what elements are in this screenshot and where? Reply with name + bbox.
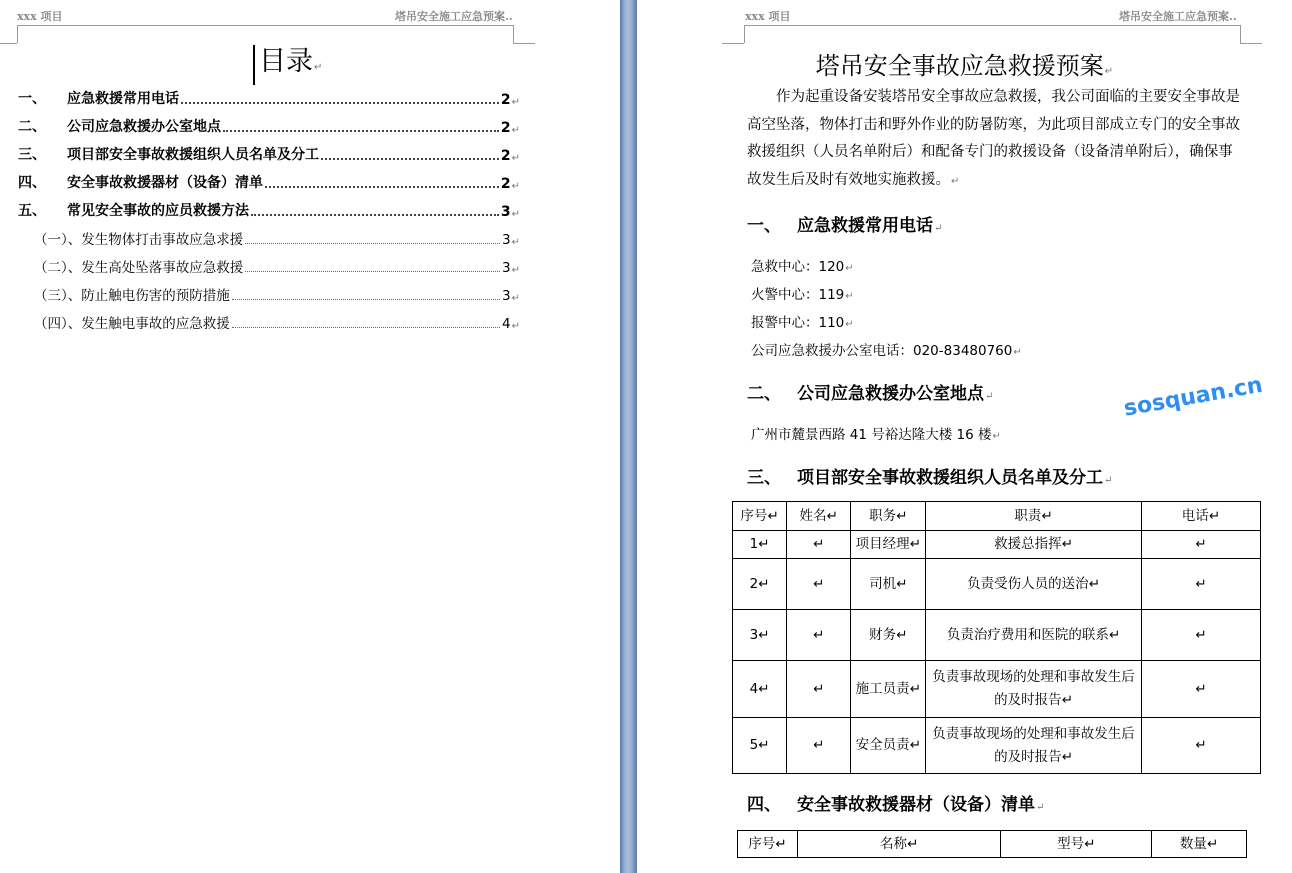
toc-leader-dots [181, 102, 499, 104]
table-cell-no: 3↵ [733, 610, 787, 661]
toc-entry[interactable] [18, 114, 520, 136]
table-cell-tel: ↵ [1141, 661, 1260, 718]
section-heading-4: 四、 安全事故救援器材（设备）清单↵ [747, 795, 1045, 815]
table-header-cell: 数量↵ [1152, 831, 1247, 858]
toc-entry[interactable] [34, 282, 520, 304]
toc-leader-dots [321, 158, 499, 160]
toc-entry-page: 2 [500, 148, 511, 164]
toc-entry-text: 安全事故救援器材（设备）清单 [67, 175, 263, 191]
table-header-row [738, 831, 1247, 858]
paragraph-mark: ↵ [511, 265, 520, 276]
table-cell-post: 财务↵ [851, 610, 926, 661]
table-cell-no: 2↵ [733, 559, 787, 610]
table-cell-name: ↵ [787, 610, 851, 661]
table-cell-duty: 救援总指挥↵ [926, 531, 1141, 559]
toc-entry-text: 常见安全事故的应员救援方法 [67, 203, 249, 219]
table-cell-name: ↵ [787, 718, 851, 774]
page-divider [620, 0, 637, 873]
toc-entry[interactable] [34, 310, 520, 332]
table-cell-tel: ↵ [1141, 718, 1260, 774]
table-cell-post: 施工员责↵ [851, 661, 926, 718]
table-cell-no: 5↵ [733, 718, 787, 774]
toc-entry-page: 2 [500, 176, 511, 192]
toc-entry[interactable] [34, 254, 520, 276]
paragraph-mark: ↵ [511, 125, 520, 136]
toc-entry[interactable] [18, 198, 520, 220]
paragraph-mark: ↵ [511, 237, 520, 248]
toc-entry-page: 3 [502, 232, 511, 248]
toc-entry-number: 五、 [18, 203, 46, 219]
toc-entry-page: 2 [500, 92, 511, 108]
staff-table [732, 501, 1261, 774]
table-cell-duty: 负责治疗费用和医院的联系↵ [926, 610, 1141, 661]
toc-leader-dots [265, 186, 499, 188]
section-heading-3: 三、 项目部安全事故救援组织人员名单及分工↵ [747, 468, 1113, 488]
margin-mark [17, 25, 18, 43]
toc-entry-text: 公司应急救援办公室地点 [67, 119, 221, 135]
paragraph-mark: ↵ [511, 181, 520, 192]
table-header-cell: 职务↵ [851, 502, 926, 531]
table-header-cell: 电话↵ [1141, 502, 1260, 531]
phone-line: 报警中心：110↵ [751, 315, 854, 331]
table-cell-no: 1↵ [733, 531, 787, 559]
intro-paragraph: 作为起重设备安装塔吊安全事故应急救援，我公司面临的主要安全事故是高空坠落，物体打击和野外作业的防暑防寒，为此项目部成立专门的安全事故救援组织（人员名单附后）和配备专门的救援设备（设备清单附后），确保事故发生后及时有效地实施救援。↵ [747, 89, 1240, 188]
table-header-row [733, 502, 1261, 531]
toc-entry-number: 四、 [18, 175, 46, 191]
toc-entry-number: 一、 [18, 91, 46, 107]
table-cell-no: 4↵ [733, 661, 787, 718]
table-cell-duty: 负责事故现场的处理和事故发生后的及时报告↵ [926, 718, 1141, 774]
toc-entry-text: 应急救援常用电话 [67, 91, 179, 107]
table-cell-tel: ↵ [1141, 559, 1260, 610]
margin-mark [722, 43, 744, 44]
table-cell-post: 司机↵ [851, 559, 926, 610]
toc-entry-number: 三、 [18, 147, 46, 163]
table-header-cell: 姓名↵ [787, 502, 851, 531]
toc-entry-text: （四）、发生触电事故的应急救援 [34, 316, 230, 332]
toc-entry[interactable] [18, 170, 520, 192]
table-header-cell: 名称↵ [797, 831, 1001, 858]
table-header-cell: 职责↵ [926, 502, 1141, 531]
table-header-cell: 序号↵ [733, 502, 787, 531]
margin-mark [513, 43, 535, 44]
toc-entry-page: 4 [502, 316, 511, 332]
section-heading-2: 二、 公司应急救援办公室地点↵ [747, 384, 994, 404]
table-row [733, 559, 1261, 610]
toc-entry[interactable] [18, 142, 520, 164]
table-cell-tel: ↵ [1141, 531, 1260, 559]
table-cell-tel: ↵ [1141, 610, 1260, 661]
phone-line: 急救中心：120↵ [751, 259, 854, 275]
paragraph-mark: ↵ [511, 293, 520, 304]
margin-mark [0, 43, 17, 44]
toc-entry-text: （二）、发生高处坠落事故应急救援 [34, 260, 244, 276]
table-cell-duty: 负责事故现场的处理和事故发生后的及时报告↵ [926, 661, 1141, 718]
table-cell-name: ↵ [787, 661, 851, 718]
toc-entry-page: 2 [500, 120, 511, 136]
table-row [733, 718, 1261, 774]
table-row [733, 531, 1261, 559]
phone-line: 公司应急救援办公室电话：020-83480760↵ [751, 343, 1022, 359]
table-header-cell: 序号↵ [738, 831, 798, 858]
table-cell-duty: 负责受伤人员的送治↵ [926, 559, 1141, 610]
toc-leader-dots [232, 327, 500, 328]
office-address: 广州市麓景西路 41 号裕达隆大楼 16 楼↵ [751, 427, 1001, 443]
toc-title: 目录↵ [253, 45, 322, 85]
table-header-cell: 型号↵ [1001, 831, 1152, 858]
phone-line: 火警中心：119↵ [751, 287, 854, 303]
toc-entry-page: 3 [502, 260, 511, 276]
toc-leader-dots [223, 130, 499, 132]
table-row [733, 661, 1261, 718]
header-right-text: 塔吊安全施工应急预案.. [395, 10, 513, 23]
section-heading-1: 一、 应急救援常用电话↵ [747, 216, 943, 236]
equipment-table [737, 830, 1247, 858]
table-cell-post: 项目经理↵ [851, 531, 926, 559]
header-rule [17, 25, 513, 44]
table-cell-name: ↵ [787, 531, 851, 559]
header-rule [744, 25, 1240, 44]
document-title: 塔吊安全事故应急救援预案↵ [815, 52, 1114, 80]
toc-entry-number: 二、 [18, 119, 46, 135]
header-left-text: xxx 项目 [17, 10, 63, 23]
toc-page [0, 0, 620, 873]
table-cell-name: ↵ [787, 559, 851, 610]
header-left-text: xxx 项目 [745, 10, 791, 23]
table-row [733, 610, 1261, 661]
table-cell-post: 安全员责↵ [851, 718, 926, 774]
toc-entry-text: （三）、防止触电伤害的预防措施 [34, 288, 230, 304]
toc-entry[interactable] [18, 86, 520, 108]
toc-entry-text: 项目部安全事故救援组织人员名单及分工 [67, 147, 319, 163]
paragraph-mark: ↵ [511, 153, 520, 164]
toc-leader-dots [245, 243, 500, 244]
paragraph-mark: ↵ [511, 97, 520, 108]
paragraph-mark: ↵ [511, 321, 520, 332]
margin-mark [1240, 25, 1241, 43]
toc-entry-text: （一）、发生物体打击事故应急求援 [34, 232, 244, 248]
toc-leader-dots [251, 214, 499, 216]
toc-entry-page: 3 [502, 288, 511, 304]
toc-leader-dots [232, 299, 500, 300]
toc-entry[interactable] [34, 226, 520, 248]
watermark: sosquan.cn [1122, 372, 1265, 422]
toc-entry-page: 3 [500, 204, 511, 220]
document-page [637, 0, 1292, 873]
margin-mark [744, 25, 745, 43]
toc-leader-dots [245, 271, 500, 272]
paragraph-mark: ↵ [511, 209, 520, 220]
margin-mark [513, 25, 514, 43]
header-right-text: 塔吊安全施工应急预案.. [1119, 10, 1237, 23]
margin-mark [1240, 43, 1262, 44]
